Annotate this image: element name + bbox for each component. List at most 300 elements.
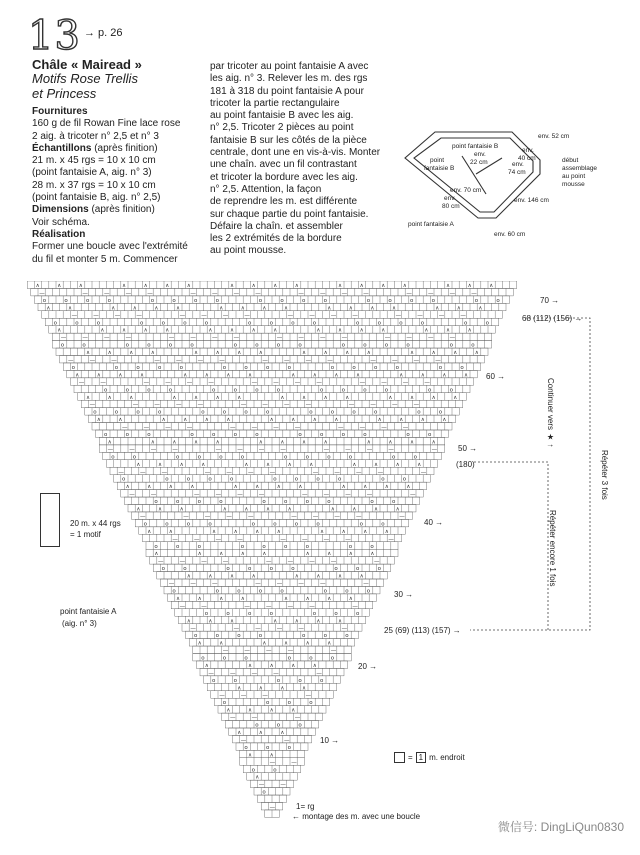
chart-symbol: —	[359, 424, 366, 431]
chart-symbol: o	[125, 387, 129, 394]
chart-row	[81, 400, 463, 407]
chart-symbol: ∧	[86, 394, 91, 401]
chart-symbol: ∧	[197, 640, 202, 647]
chart-symbol: —	[312, 469, 319, 476]
schema-env74: env.	[512, 161, 524, 168]
instructions-column	[210, 61, 382, 258]
schema-debut: début	[562, 157, 579, 164]
chart-symbol: o	[96, 320, 101, 327]
chart-symbol: —	[392, 402, 398, 409]
chart-symbol: ∧	[136, 461, 141, 468]
chart-symbol: o	[338, 476, 342, 483]
chart-symbol: ∧	[312, 372, 317, 379]
chart-symbol: o	[183, 566, 187, 573]
chart-symbol: o	[316, 521, 320, 528]
chart-symbol: —	[212, 581, 218, 587]
chart-symbol: o	[356, 320, 360, 327]
chart-symbol: o	[305, 543, 309, 550]
chart-symbol: o	[197, 499, 201, 506]
chart-symbol: ∧	[107, 439, 112, 446]
instruction-line: les aig. n° 3. Relever les m. des rgs	[210, 73, 368, 85]
chart-symbol: o	[201, 409, 205, 416]
repeat-three-label: Répéter 3 fois	[600, 450, 609, 500]
supplies-line: 160 g de fil Rowan Fine lace rose	[32, 118, 181, 130]
chart-symbol: o	[212, 387, 216, 394]
chart-symbol: o	[348, 454, 353, 461]
schema-debut3: au point	[562, 173, 586, 180]
chart-symbol: —	[201, 558, 207, 565]
legend-value: 1	[416, 752, 426, 763]
chart-symbol: —	[298, 625, 304, 632]
chart-symbol: ∧	[280, 439, 285, 446]
chart-symbol: o	[377, 320, 381, 327]
chart-symbol: —	[150, 491, 157, 498]
chart-symbol: —	[356, 469, 362, 476]
realisation-heading: Réalisation	[32, 228, 86, 240]
chart-symbol: o	[287, 744, 291, 751]
chart-symbol: ∧	[431, 350, 436, 357]
chart-symbol: —	[172, 446, 178, 453]
chart-symbol: o	[244, 364, 248, 371]
chart-symbol: o	[93, 409, 97, 416]
chart-symbol: o	[172, 297, 176, 304]
chart-symbol: ∧	[107, 350, 112, 357]
chart-symbol: ∧	[366, 439, 371, 446]
chart-symbol: o	[276, 342, 281, 349]
chart-symbol: —	[284, 357, 290, 364]
chart-symbol: o	[186, 476, 191, 483]
chart-symbol: —	[122, 424, 128, 431]
chart-symbol: ∧	[136, 506, 141, 513]
chart-symbol: o	[197, 454, 201, 461]
chart-symbol: ∧	[78, 283, 83, 289]
chart-symbol: —	[334, 513, 340, 520]
chart-symbol: —	[168, 581, 175, 587]
chart-symbol: —	[129, 446, 135, 453]
chart-symbol: —	[302, 536, 308, 543]
chart-symbol: —	[93, 312, 99, 319]
chart-symbol: ∧	[345, 350, 350, 357]
schema-env40: env.	[522, 147, 534, 154]
chart-symbol: ∧	[129, 394, 134, 401]
chart-symbol: ∧	[158, 506, 163, 513]
chart-symbol: ∧	[402, 283, 407, 289]
chart-symbol: ∧	[316, 327, 321, 334]
chart-symbol: ∧	[284, 595, 289, 602]
chart-symbol: —	[363, 290, 369, 297]
chart-symbol: o	[356, 610, 360, 617]
chart-symbol: ∧	[302, 350, 307, 357]
chart-symbol: ∧	[305, 595, 310, 602]
chart-symbol: ∧	[298, 484, 303, 491]
chart-symbol: —	[132, 402, 139, 409]
gauge-line: (point fantaisie B, aig. n° 2,5)	[32, 192, 161, 204]
chart-symbol: —	[266, 648, 272, 655]
motif-size-1: 20 m. x 44 rgs	[70, 519, 121, 528]
chart-symbol: ∧	[165, 283, 170, 289]
chart-symbol: ∧	[384, 484, 389, 491]
chart-symbol: —	[424, 379, 430, 386]
chart-symbol: o	[273, 476, 277, 483]
supplies-line: 2 aig. à tricoter n° 2,5 et n° 3	[32, 130, 159, 142]
chart-symbol: o	[410, 297, 414, 304]
chart-symbol: ∧	[269, 752, 274, 759]
chart-symbol: ∧	[154, 551, 159, 558]
schema-pfb-top: point fantaisie B	[452, 143, 499, 150]
chart-symbol: ∧	[467, 327, 472, 334]
chart-symbol: o	[291, 566, 295, 573]
chart-symbol: ∧	[129, 350, 134, 357]
chart-symbol: ∧	[266, 506, 271, 513]
chart-symbol: ∧	[57, 327, 62, 334]
chart-symbol: ∧	[446, 283, 451, 289]
row-label-20: 20 →	[358, 662, 378, 671]
chart-symbol: —	[284, 737, 290, 744]
chart-symbol: ∧	[212, 528, 217, 535]
chart-symbol: o	[168, 387, 173, 394]
chart-symbol: ∧	[154, 305, 159, 312]
chart-symbol: o	[273, 521, 277, 528]
legend-text: m. endroit	[429, 753, 465, 762]
chart-symbol: ∧	[208, 618, 213, 625]
chart-symbol: ∧	[172, 439, 177, 446]
chart-symbol: o	[363, 387, 367, 394]
chart-symbol: ∧	[255, 528, 260, 535]
schema-env52: env. 52 cm	[538, 133, 570, 140]
chart-symbol: —	[212, 290, 218, 297]
chart-symbol: o	[64, 297, 68, 304]
chart-symbol: —	[388, 536, 394, 543]
chart-symbol: o	[298, 432, 302, 438]
chart-symbol: o	[284, 499, 288, 506]
chart-symbol: ∧	[312, 662, 317, 669]
chart-symbol: —	[194, 536, 200, 543]
chart-symbol: —	[269, 759, 276, 766]
chart-symbol: —	[384, 335, 391, 342]
chart-symbol: o	[248, 566, 252, 573]
chart-symbol: —	[136, 312, 142, 319]
row-label-30: 30 →	[394, 590, 414, 599]
chart-symbol: —	[316, 670, 322, 677]
chart-symbol: —	[190, 290, 196, 297]
chart-symbol: ∧	[219, 305, 224, 312]
chart-symbol: ∧	[248, 707, 253, 714]
chart-symbol: —	[71, 312, 78, 319]
chart-symbol: ∧	[248, 752, 253, 759]
chart-symbol: —	[388, 446, 394, 453]
chart-symbol: —	[348, 402, 355, 409]
chart-row	[225, 721, 319, 728]
chart-symbol: o	[449, 387, 453, 394]
chart-symbol: ∧	[96, 417, 101, 424]
chart-symbol: ∧	[406, 484, 411, 491]
chart-symbol: o	[248, 320, 252, 327]
chart-symbol: o	[370, 499, 374, 506]
chart-symbol: —	[366, 446, 373, 453]
chart-symbol: ∧	[204, 417, 209, 424]
chart-symbol: o	[273, 767, 277, 774]
chart-symbol: —	[114, 312, 121, 319]
schema-env80b: 80 cm	[442, 203, 460, 210]
chart-symbol: o	[86, 297, 90, 304]
chart-symbol: o	[136, 409, 140, 416]
chart-symbol: o	[71, 364, 75, 371]
chart-symbol: o	[230, 476, 234, 483]
chart-symbol: —	[330, 312, 337, 319]
chart-symbol: o	[168, 342, 173, 349]
schema-pfa: point fantaisie A	[408, 221, 454, 228]
gauge-line: 21 m. x 45 rgs = 10 x 10 cm	[32, 155, 156, 167]
chart-symbol: o	[111, 454, 115, 461]
chart-symbol: ∧	[132, 305, 137, 312]
gauge-heading-suffix: (après finition)	[91, 142, 158, 154]
chart-symbol: —	[269, 804, 276, 811]
chart-symbol: o	[406, 432, 410, 438]
chart-symbol: —	[323, 491, 330, 498]
chart-symbol: ∧	[226, 417, 231, 424]
chart-symbol: o	[197, 543, 201, 550]
chart-symbol: ∧	[190, 484, 195, 491]
chart-symbol: —	[89, 402, 96, 409]
chart-symbol: ∧	[291, 707, 296, 714]
chart-symbol: ∧	[431, 394, 436, 401]
schema-env22: env.	[474, 151, 486, 158]
chart-row	[146, 542, 398, 549]
chart-symbol: o	[287, 364, 291, 371]
chart-symbol: o	[176, 543, 180, 550]
instruction-line: et tricoter la bordure avec les aig.	[210, 171, 358, 183]
chart-symbol: —	[201, 603, 207, 610]
chart-symbol: o	[269, 610, 273, 617]
chart-symbol: o	[302, 633, 306, 640]
chart-symbol: o	[302, 297, 306, 304]
chart-symbol: ∧	[269, 417, 274, 424]
chart-symbol: o	[320, 387, 324, 394]
chart-symbol: o	[251, 521, 255, 528]
chart-symbol: —	[165, 424, 171, 431]
chart-symbol: —	[222, 558, 229, 565]
chart-symbol: o	[75, 320, 79, 327]
chart-symbol: o	[219, 499, 223, 506]
chart-symbol: o	[251, 767, 255, 774]
chart-symbol: ∧	[305, 640, 310, 647]
chart-symbol: —	[323, 536, 330, 543]
instruction-line: sur chaque partie du point fantaisie.	[210, 208, 369, 220]
chart-symbol: o	[370, 543, 374, 550]
chart-symbol: —	[165, 379, 171, 386]
chart-symbol: —	[82, 290, 88, 297]
row-label-50: 50 →	[458, 444, 478, 453]
chart-symbol: ∧	[107, 394, 112, 401]
chart-symbol: —	[248, 469, 254, 476]
pfa-needle: (aig. n° 3)	[62, 619, 97, 628]
chart-symbol: ∧	[410, 394, 415, 401]
chart-symbol: —	[406, 335, 412, 342]
chart-symbol: o	[158, 409, 162, 416]
chart-symbol: —	[356, 513, 362, 520]
chart-symbol: —	[345, 446, 351, 453]
chart-symbol: ∧	[410, 350, 415, 357]
chart-symbol: o	[323, 297, 327, 304]
chart-symbol: ∧	[244, 461, 249, 468]
chart-symbol: ∧	[172, 394, 177, 401]
chart-symbol: ∧	[208, 573, 213, 580]
chart-symbol: o	[294, 521, 299, 528]
chart-symbol: ∧	[237, 350, 242, 357]
chart-symbol: ∧	[287, 506, 292, 513]
chart-symbol: ∧	[294, 573, 299, 580]
chart-symbol: o	[204, 610, 209, 617]
chart-symbol: ∧	[258, 730, 263, 736]
chart-symbol: —	[204, 513, 211, 520]
instruction-line: n° 2,5. Attention, la façon	[210, 183, 322, 195]
chart-symbol: o	[233, 432, 237, 438]
chart-symbol: —	[215, 491, 222, 498]
instruction-line: par tricoter au point fantaisie A avec	[210, 61, 369, 72]
gauge-line: 28 m. x 37 rgs = 10 x 10 cm	[32, 179, 156, 191]
chart-symbol: ∧	[176, 305, 181, 312]
chart-symbol: —	[395, 312, 402, 319]
chart-symbol: —	[276, 335, 283, 342]
chart-symbol: ∧	[474, 350, 479, 357]
chart-symbol: —	[280, 446, 286, 453]
chart-symbol: ∧	[96, 372, 101, 379]
chart-symbol: o	[496, 297, 500, 304]
chart-symbol: o	[341, 387, 345, 394]
chart-symbol: —	[208, 379, 214, 386]
chart-symbol: ∧	[179, 461, 184, 468]
chart-symbol: ∧	[183, 417, 188, 424]
chart-symbol: ∧	[489, 283, 494, 289]
chart-symbol: o	[352, 409, 356, 416]
chart-symbol: ∧	[420, 372, 425, 379]
chart-symbol: ∧	[395, 506, 400, 513]
chart-symbol: ∧	[237, 730, 242, 736]
chart-symbol: —	[154, 357, 160, 364]
chart-symbol: —	[233, 290, 240, 297]
chart-symbol: ∧	[291, 372, 296, 379]
chart-symbol: o	[258, 588, 263, 595]
schema-env40b: 40 cm	[518, 155, 536, 162]
chart-symbol: o	[359, 521, 363, 528]
chart-symbol: o	[312, 610, 317, 617]
chart-symbol: o	[276, 387, 281, 394]
chart-symbol: —	[204, 469, 211, 476]
chart-symbol: o	[320, 432, 324, 438]
schema-env60: env. 60 cm	[494, 231, 526, 238]
chart-symbol: o	[240, 543, 245, 550]
chart-symbol: —	[320, 290, 326, 297]
chart-symbol: o	[150, 297, 155, 304]
chart-symbol: o	[366, 588, 371, 595]
chart-symbol: o	[438, 409, 443, 416]
chart-symbol: ∧	[424, 327, 429, 334]
chart-symbol: —	[330, 558, 337, 565]
chart-symbol: o	[420, 320, 425, 327]
chart-symbol: —	[179, 603, 186, 610]
chart-symbol: o	[201, 655, 205, 662]
chart-symbol: ∧	[442, 372, 447, 379]
chart-symbol: o	[381, 476, 385, 483]
chart-symbol: —	[183, 513, 189, 520]
chart-symbol: o	[269, 320, 273, 327]
chart-symbol: ∧	[348, 305, 353, 312]
chart-symbol: —	[186, 379, 193, 386]
chart-symbol: o	[222, 409, 227, 416]
chart-symbol: —	[471, 290, 477, 297]
chart-symbol: ∧	[179, 506, 184, 513]
chart-symbol: o	[363, 432, 367, 438]
instruction-line: une chaîn. avec un fil contrastant	[210, 159, 357, 171]
chart-symbol: —	[215, 446, 222, 453]
chart-symbol: o	[471, 342, 475, 349]
chart-symbol: ∧	[323, 394, 328, 401]
chart-symbol: ∧	[158, 461, 163, 468]
chart-symbol: ∧	[359, 327, 364, 334]
chart-symbol: ∧	[240, 551, 245, 558]
row-label-60: 60 →	[486, 372, 506, 381]
chart-symbol: ∧	[359, 573, 364, 580]
chart-symbol: ∧	[359, 283, 364, 289]
instruction-line: n° 2,5. Tricoter 2 pièces au point	[210, 122, 354, 134]
chart-symbol: o	[298, 677, 302, 684]
chart-symbol: ∧	[320, 528, 325, 535]
chart-symbol: o	[233, 342, 237, 349]
chart-symbol: —	[341, 290, 348, 297]
chart-symbol: ∧	[122, 283, 127, 289]
chart-row	[60, 356, 485, 363]
chart-symbol: —	[273, 424, 279, 431]
chart-symbol: ∧	[35, 283, 40, 289]
chart-symbol: —	[190, 581, 196, 587]
chart-symbol: o	[258, 297, 263, 304]
chart-symbol: o	[262, 789, 266, 796]
chart-symbol: —	[255, 290, 261, 297]
schema-pfb-left2: fantaisie B	[424, 165, 455, 172]
chart-symbol: o	[399, 320, 403, 327]
chart-symbol: o	[226, 610, 230, 617]
chart-symbol: o	[276, 677, 281, 684]
chart-symbol: ∧	[230, 618, 235, 625]
chart-symbol: ∧	[244, 506, 249, 513]
chart-row	[146, 549, 398, 556]
chart-symbol: o	[183, 320, 187, 327]
chart-symbol: —	[330, 648, 337, 655]
schema-env80: env.	[444, 195, 456, 202]
dimensions-heading-suffix: (après finition)	[88, 204, 155, 216]
chart-symbol: —	[420, 469, 427, 476]
chart-symbol: ∧	[284, 640, 289, 647]
chart-symbol: o	[460, 364, 464, 371]
chart-symbol: —	[294, 715, 301, 722]
chart-symbol: ∧	[381, 283, 386, 289]
chart-symbol: —	[370, 357, 376, 364]
chart-symbol: ∧	[201, 461, 206, 468]
chart-symbol: —	[413, 357, 420, 364]
chart-symbol: o	[312, 320, 317, 327]
chart-symbol: —	[219, 692, 225, 699]
chart-symbol: ∧	[266, 461, 271, 468]
chart-symbol: ∧	[262, 640, 267, 647]
chart-symbol: o	[147, 432, 151, 438]
chart-symbol: —	[309, 558, 315, 565]
chart-symbol: —	[320, 335, 326, 342]
chart-symbol: —	[60, 335, 67, 342]
chart-symbol: ∧	[294, 618, 299, 625]
chart-symbol: o	[305, 454, 309, 461]
chart-symbol: o	[219, 454, 223, 461]
chart-symbol: o	[136, 364, 140, 371]
